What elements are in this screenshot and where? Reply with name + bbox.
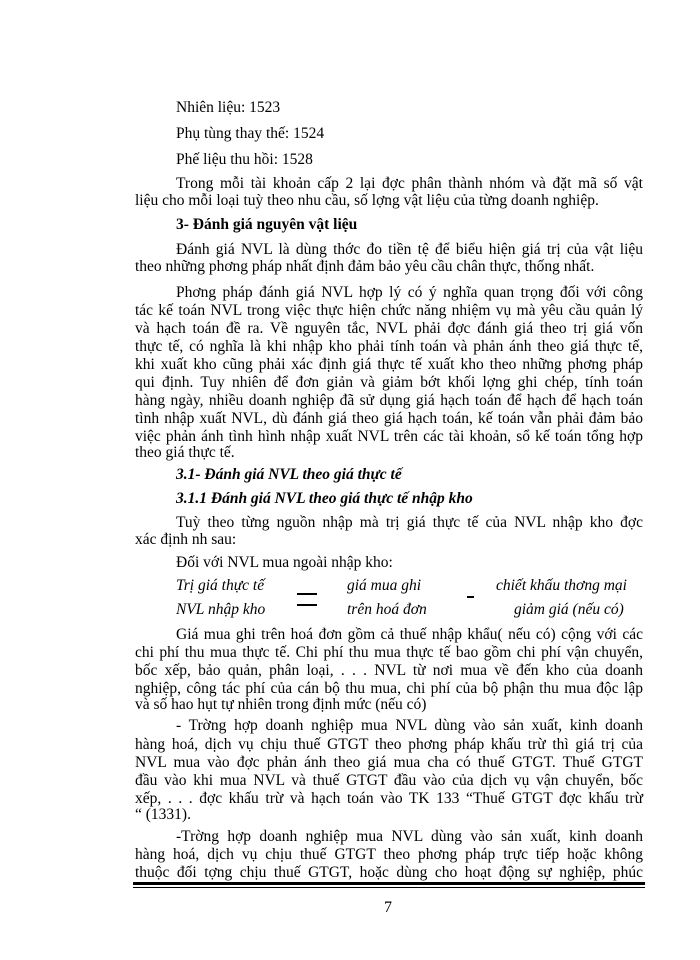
formula-term: Trị giá thực tế [176, 577, 265, 594]
formula-term: trên hoá đơn [347, 601, 427, 618]
paragraph-line: xếp, . . . đợc khấu trừ và hạch toán vào TK 133 “Thuế GTGT đợc khấu trừ [135, 790, 643, 807]
subsection-heading: 3.1- Đánh giá NVL theo giá thực tế [176, 466, 402, 483]
subsection-heading: 3.1.1 Đánh giá NVL theo giá thực tế nhập kho [176, 490, 473, 507]
list-line: Phụ tùng thay thế: 1524 [176, 125, 325, 142]
paragraph-line: tác kế toán NVL trong việc thực hiện chức năng nhiệm vụ mà yêu cầu quản lý [135, 302, 643, 319]
paragraph-line: - Trờng hợp doanh nghiệp mua NVL dùng vào sản xuất, kinh doanh [176, 717, 643, 734]
paragraph-line: thuộc đối tợng chịu thuế GTGT, hoặc dùng cho hoạt động sự nghiệp, phúc [135, 864, 643, 881]
paragraph-line: thực tế, có nghĩa là khi nhập kho phải tính toán và phản ánh theo giá thực tế, [135, 338, 643, 355]
paragraph-line: nghiệp, công tác phí của cán bộ thu mua, chi phí của bộ phận thu mua độc lập [135, 680, 643, 697]
formula-term: giá mua ghi [347, 577, 422, 594]
list-line: Phế liệu thu hồi: 1528 [176, 151, 313, 168]
paragraph-line: -Trờng hợp doanh nghiệp mua NVL dùng vào sản xuất, kinh doanh [176, 828, 643, 845]
minus-sign [467, 596, 474, 598]
paragraph-line: đầu vào khi mua NVL và thuế GTGT đầu vào của dịch vụ vận chuyển, bốc [135, 772, 643, 789]
paragraph-line: Tuỳ theo từng nguồn nhập mà trị giá thực tế của NVL nhập kho đợc [176, 514, 643, 531]
paragraph-line: chi phí thu mua thực tế. Chi phí thu mua thực tế bao gồm chi phí vận chuyển, [135, 644, 643, 661]
paragraph-line: và hạch toán đề ra. Về nguyên tắc, NVL phải đợc đánh giá theo trị giá vốn [135, 320, 643, 337]
footer-rule-thick [133, 882, 645, 885]
paragraph-line: “ (1331). [135, 806, 191, 823]
paragraph-line: khi xuất kho cũng phải xác định giá thực tế xuất kho theo những phơng pháp [135, 356, 643, 373]
equals-sign [297, 604, 317, 606]
section-heading: 3- Đánh giá nguyên vật liệu [176, 216, 358, 233]
page-number: 7 [384, 899, 392, 916]
paragraph-line: qui định. Tuy nhiên để đơn giản và giảm bớt khối lợng ghi chép, tính toán [135, 374, 643, 391]
formula-term: NVL nhập kho [176, 601, 266, 618]
paragraph-line: theo giá thực tế. [135, 444, 235, 461]
paragraph-line: hàng hoá, dịch vụ chịu thuế GTGT theo phơng pháp khấu trừ thì giá trị của [135, 736, 643, 753]
paragraph-line: Đối với NVL mua ngoài nhập kho: [176, 554, 393, 571]
paragraph-line: bốc xếp, bảo quản, phân loại, . . . NVL từ nơi mua về đến kho của doanh [135, 662, 643, 679]
equals-sign [297, 593, 317, 595]
footer-rule-thin [133, 887, 645, 888]
paragraph-line: liệu cho mỗi loại tuỳ theo nhu cầu, số lợng vật liệu của từng doanh nghiệp. [135, 192, 599, 209]
paragraph-line: Phơng pháp đánh giá NVL hợp lý có ý nghĩa quan trọng đối với công [176, 284, 643, 301]
paragraph-line: NVL mua vào đợc phản ánh theo giá mua cha có thuế GTGT. Thuế GTGT [135, 754, 643, 771]
paragraph-line: hàng ngày, nhiều doanh nghiệp đã sử dụng giá hạch toán để hạch để hạch toán [135, 392, 643, 409]
paragraph-line: xác định nh sau: [135, 531, 237, 548]
paragraph-line: Đánh giá NVL là dùng thớc đo tiền tệ để biểu hiện giá trị của vật liệu [176, 241, 643, 258]
paragraph-line: tình nhập xuất NVL, dù đánh giá theo giá hạch toán, kế toán vẫn phải đảm bảo [135, 410, 643, 427]
paragraph-line: Trong mỗi tài khoản cấp 2 lại đợc phân thành nhóm và đặt mã số vật [176, 175, 643, 192]
paragraph-line: hàng hoá, dịch vụ chịu thuế GTGT theo phơng pháp trực tiếp hoặc không [135, 846, 643, 863]
formula-term: giảm giá (nếu có) [514, 601, 624, 618]
formula-term: chiết khấu thơng mại [496, 577, 627, 594]
paragraph-line: việc phản ánh tình hình nhập xuất NVL trên các tài khoản, sổ kế toán tổng hợp [135, 428, 643, 445]
paragraph-line: Giá mua ghi trên hoá đơn gồm cả thuế nhập khẩu( nếu có) cộng với các [176, 626, 643, 643]
paragraph-line: theo những phơng pháp nhất định đảm bảo yêu cầu chân thực, thống nhất. [135, 258, 595, 275]
list-line: Nhiên liệu: 1523 [176, 99, 281, 116]
paragraph-line: và số hao hụt tự nhiên trong định mức (nếu có) [135, 696, 427, 713]
